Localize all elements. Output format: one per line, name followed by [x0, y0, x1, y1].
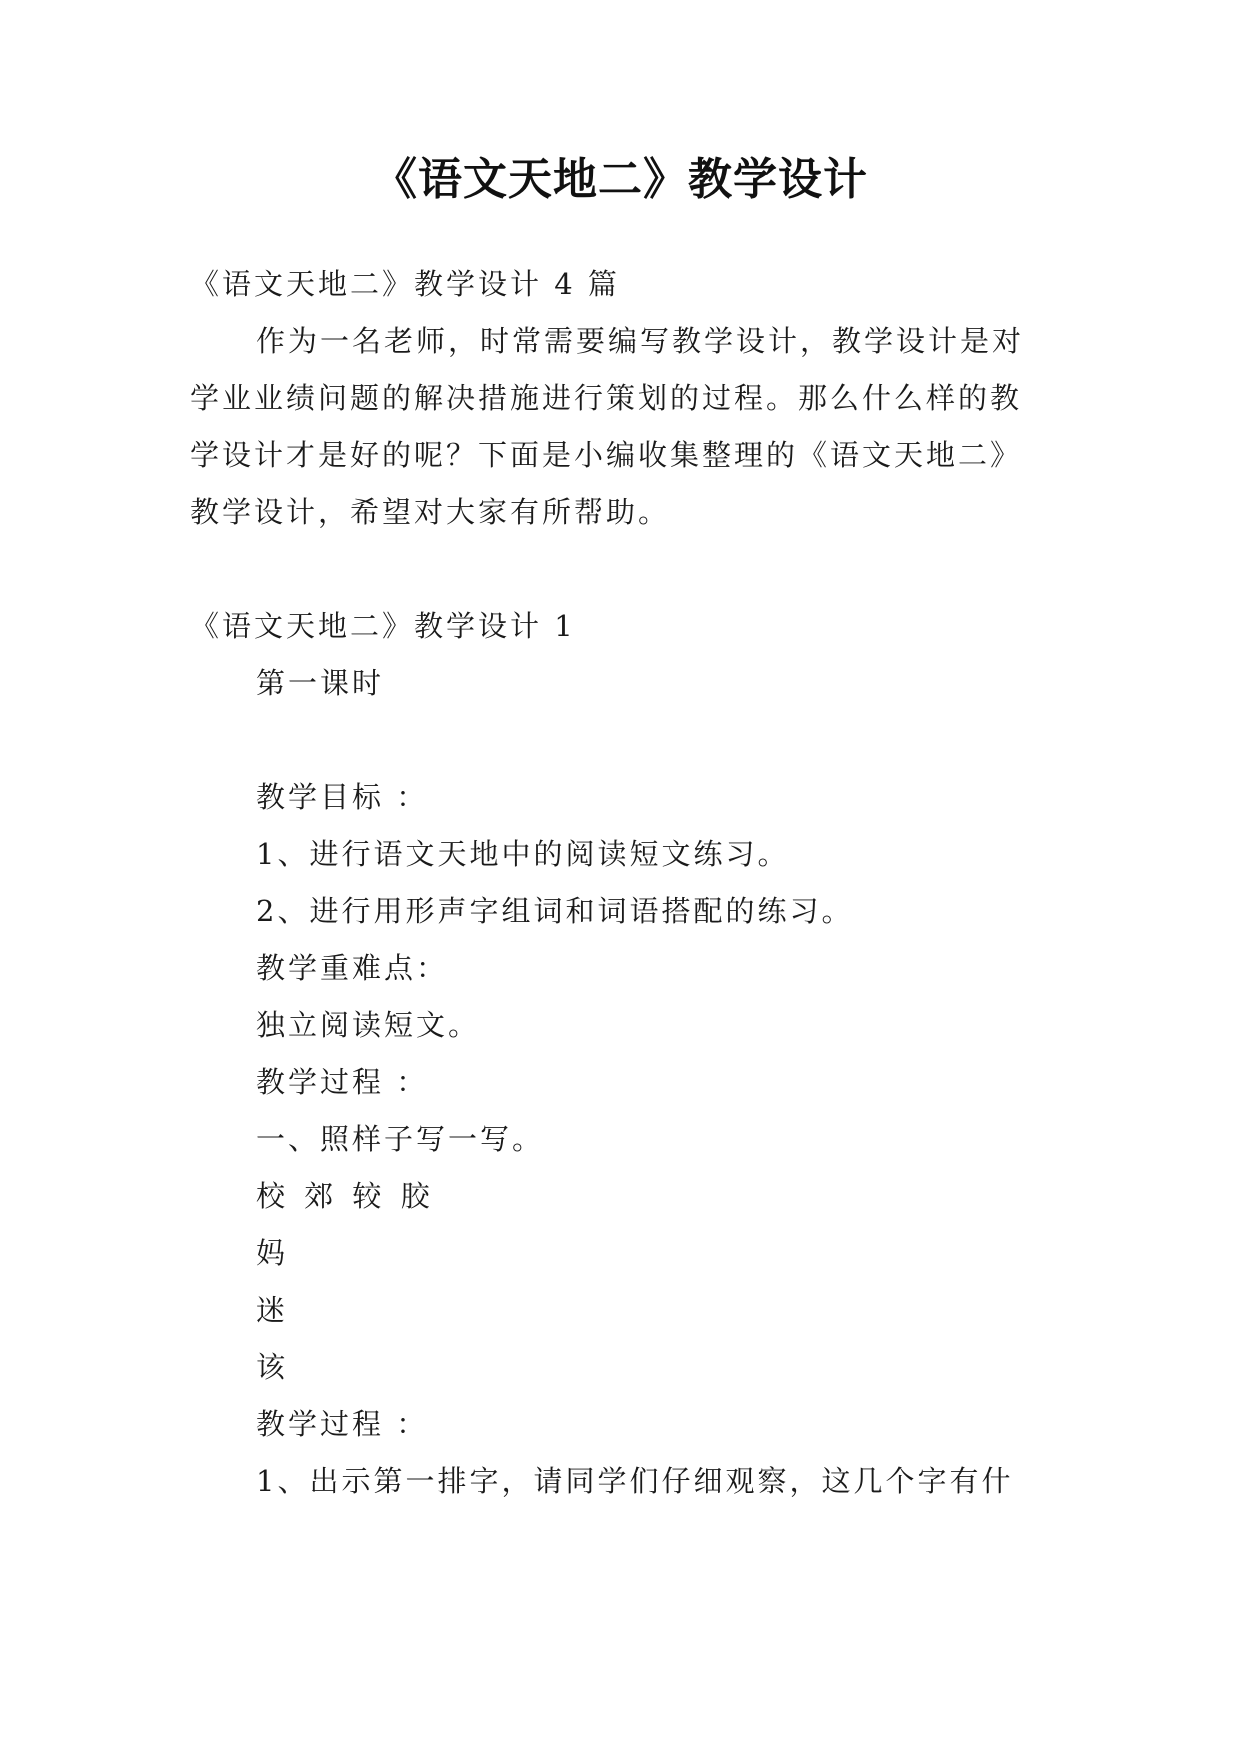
- key-points-heading: 教学重难点：: [256, 951, 449, 985]
- goal-item-2: 2、进行用形声字组词和词语搭配的练习。: [256, 894, 854, 928]
- step-1: 一、照样子写一写。: [256, 1122, 545, 1156]
- intro-paragraph-line-1: 作为一名老师，时常需要编写教学设计，教学设计是对: [256, 324, 1025, 358]
- goals-heading: 教学目标 ：: [256, 780, 429, 814]
- lesson-label: 第一课时: [256, 666, 385, 700]
- process-heading-1: 教学过程 ：: [256, 1065, 429, 1099]
- char-item-2: 迷: [256, 1293, 289, 1327]
- process-heading-2: 教学过程 ：: [256, 1407, 429, 1441]
- intro-paragraph-line-3: 学设计才是好的呢？下面是小编收集整理的《语文天地二》: [190, 438, 1023, 472]
- example-chars: 校 郊 较 胶: [256, 1179, 435, 1213]
- intro-paragraph-line-2: 学业业绩问题的解决措施进行策划的过程。那么什么样的教: [190, 381, 1023, 415]
- section1-heading: 《语文天地二》教学设计 1: [190, 609, 576, 643]
- document-title: 《语文天地二》教学设计: [373, 154, 868, 205]
- char-item-1: 妈: [256, 1236, 289, 1270]
- intro-paragraph-line-4: 教学设计，希望对大家有所帮助。: [190, 495, 671, 529]
- char-item-3: 该: [256, 1350, 289, 1384]
- goal-item-1: 1、进行语文天地中的阅读短文练习。: [256, 837, 790, 871]
- subtitle-line: 《语文天地二》教学设计 4 篇: [190, 267, 620, 301]
- key-points-text: 独立阅读短文。: [256, 1008, 481, 1042]
- process-item-1: 1、出示第一排字，请同学们仔细观察，这几个字有什: [256, 1464, 1014, 1498]
